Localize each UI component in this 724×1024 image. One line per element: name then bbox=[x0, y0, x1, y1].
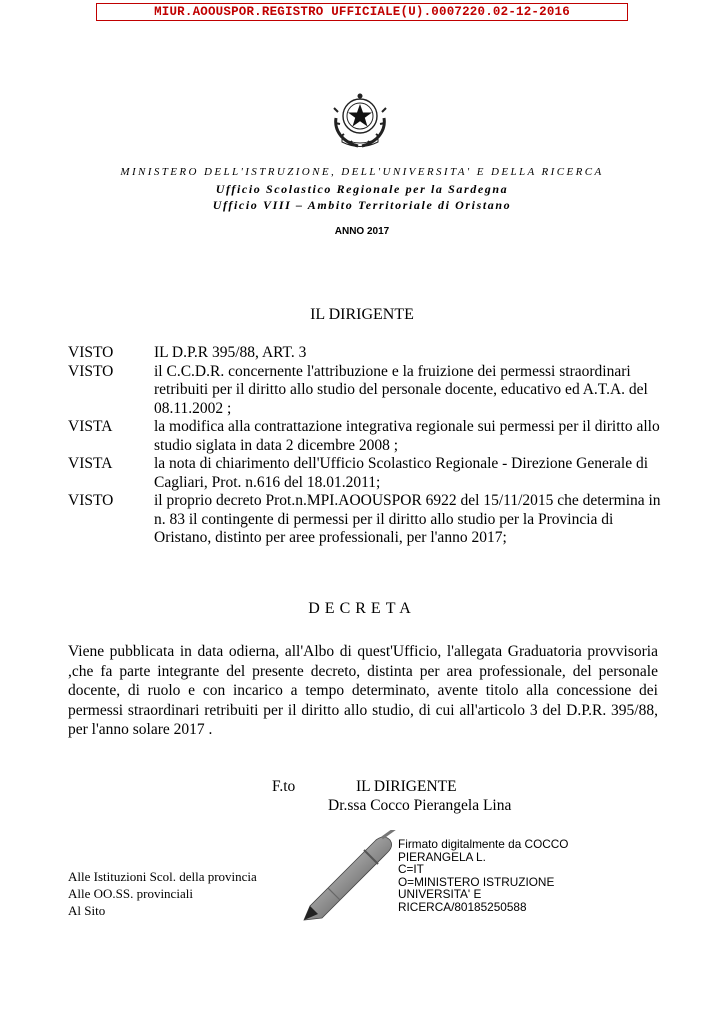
pen-icon bbox=[298, 830, 398, 924]
decree-heading: DECRETA bbox=[308, 600, 416, 617]
recipient-item: Alle OO.SS. provinciali bbox=[68, 886, 193, 901]
consideration-item bbox=[68, 455, 668, 492]
consideration-text: il proprio decreto Prot.n.MPI.AOOUSPOR 6922 del 15/11/2015 che determina in n. 83 il contingente di permessi per il diritto allo studio per la Provincia di Oristano, distinto per aree professionali, per l'anno 2017; bbox=[154, 492, 661, 546]
italian-republic-emblem-icon bbox=[328, 88, 392, 152]
digital-signature-block bbox=[398, 838, 638, 914]
consideration-keyword: VISTO bbox=[68, 362, 114, 380]
consideration-keyword: VISTA bbox=[68, 455, 113, 472]
digital-signature-line: RICERCA/80185250588 bbox=[398, 899, 527, 914]
recipients-list bbox=[68, 868, 257, 919]
local-office: Ufficio VIII – Ambito Territoriale di Oristano bbox=[212, 198, 512, 212]
digital-signature-line: C=IT bbox=[398, 862, 424, 877]
signatory-role: IL DIRIGENTE bbox=[356, 778, 457, 795]
consideration-text: la modifica alla contrattazione integrativa regionale sui permessi per il diritto allo studio siglata in data 2 dicembre 2008 ; bbox=[154, 418, 660, 454]
regional-office: Ufficio Scolastico Regionale per la Sardegna bbox=[215, 182, 509, 196]
consideration-item bbox=[68, 492, 668, 548]
considerations-list bbox=[68, 344, 668, 548]
consideration-item bbox=[68, 418, 668, 455]
recipient-item: Alle Istituzioni Scol. della provincia bbox=[68, 869, 257, 884]
digital-signature-line: Firmato digitalmente da COCCO bbox=[398, 837, 569, 851]
digital-signature-line: UNIVERSITA' E bbox=[398, 887, 482, 902]
digital-signature-line: PIERANGELA L. bbox=[398, 849, 486, 864]
signatory-name: Dr.ssa Cocco Pierangela Lina bbox=[328, 797, 512, 814]
protocol-stamp: MIUR.AOOUSPOR.REGISTRO UFFICIALE(U).0007220.02-12-2016 bbox=[96, 3, 628, 21]
decree-text: Viene pubblicata in data odierna, all'Albo di quest'Ufficio, l'allegata Graduatoria provvisoria ,che fa parte integrante del presente decreto, distinta per area professionale, del personale docente, di ruolo e con incarico a tempo determinato, avente titolo alla concessione dei permessi straordinari retribuiti per il diritto allo studio, di cui all'articolo 3 del D.P.R. 395/88, per l'anno solare 2017 . bbox=[68, 643, 658, 738]
fto-label: F.to bbox=[272, 778, 296, 795]
digital-signature-line: O=MINISTERO ISTRUZIONE bbox=[398, 874, 555, 889]
consideration-keyword: VISTO bbox=[68, 492, 114, 509]
consideration-text: la nota di chiarimento dell'Ufficio Scolastico Regionale - Direzione Generale di Cagliari, Prot. n.616 del 18.01.2011; bbox=[154, 455, 649, 491]
year-label: ANNO 2017 bbox=[334, 226, 390, 237]
signature-role-line bbox=[272, 778, 457, 796]
consideration-keyword: VISTA bbox=[68, 418, 113, 435]
consideration-text: IL D.P.R 395/88, ART. 3 bbox=[154, 344, 307, 361]
ministry-name: MINISTERO DELL'ISTRUZIONE, DELL'UNIVERSITA' E DELLA RICERCA bbox=[120, 166, 604, 178]
consideration-item bbox=[68, 344, 668, 363]
consideration-text: il C.C.D.R. concernente l'attribuzione e la fruizione dei permessi straordinari retribuiti per il diritto allo studio del personale docente, educativo ed A.T.A. del 08.11.2002 ; bbox=[154, 362, 648, 417]
recipient-item: Al Sito bbox=[68, 903, 106, 918]
consideration-item bbox=[68, 363, 668, 419]
consideration-keyword: VISTO bbox=[68, 344, 114, 361]
document-title: IL DIRIGENTE bbox=[310, 306, 414, 323]
